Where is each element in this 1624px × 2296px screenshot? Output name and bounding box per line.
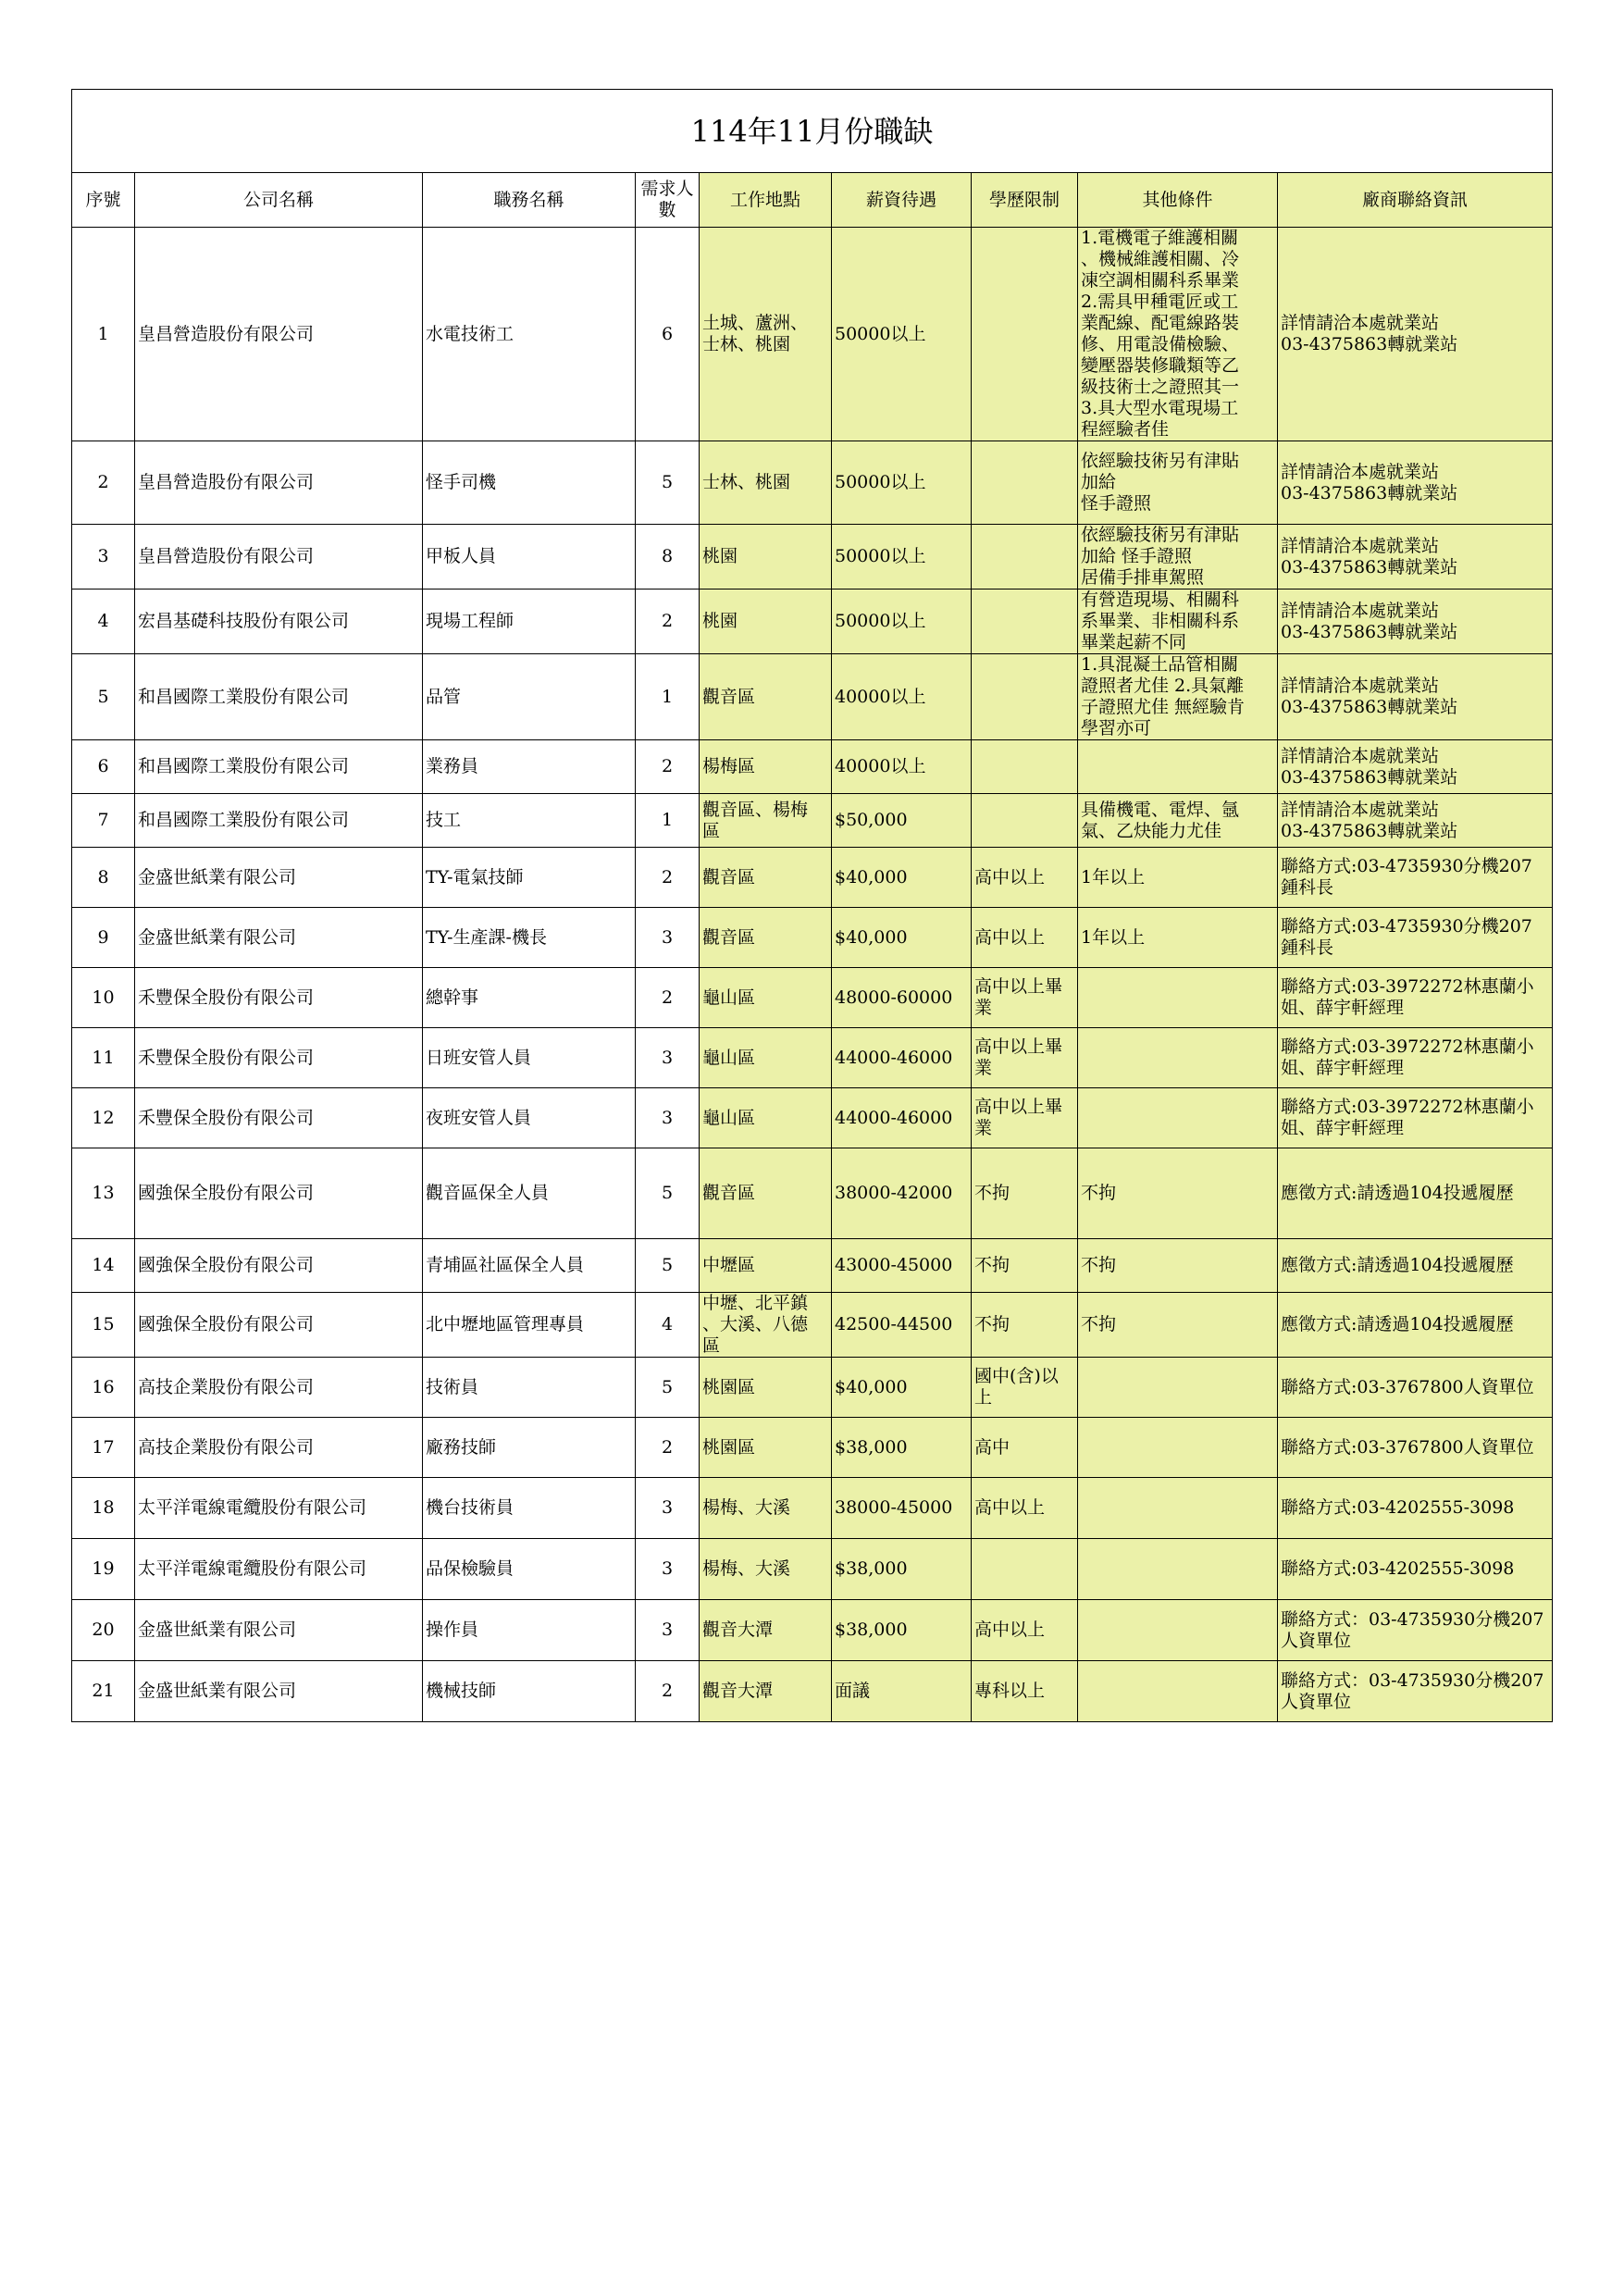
cell-other	[1078, 1088, 1278, 1148]
cell-contact: 應徵方式:請透過104投遞履歷	[1278, 1239, 1553, 1293]
cell-contact: 聯絡方式:03-4202555-3098	[1278, 1539, 1553, 1600]
table-row	[72, 1539, 1553, 1600]
cell-contact: 聯絡方式:03-4735930分機207 鍾科長	[1278, 848, 1553, 908]
cell-company: 皇昌營造股份有限公司	[135, 228, 423, 441]
cell-position: TY-電氣技師	[423, 848, 636, 908]
cell-other: 1年以上	[1078, 908, 1278, 968]
cell-contact: 聯絡方式:03-4202555-3098	[1278, 1478, 1553, 1539]
cell-other	[1078, 1358, 1278, 1418]
cell-salary: 38000-45000	[832, 1478, 972, 1539]
cell-salary: 50000以上	[832, 525, 972, 590]
cell-company: 國強保全股份有限公司	[135, 1239, 423, 1293]
cell-other	[1078, 968, 1278, 1028]
cell-count: 5	[636, 1148, 700, 1239]
cell-company: 禾豐保全股份有限公司	[135, 1088, 423, 1148]
cell-other	[1078, 1661, 1278, 1722]
table-row	[72, 740, 1553, 794]
cell-education: 不拘	[972, 1148, 1078, 1239]
cell-other	[1078, 1478, 1278, 1539]
cell-position: 觀音區保全人員	[423, 1148, 636, 1239]
table-row	[72, 1600, 1553, 1661]
cell-no: 21	[72, 1661, 135, 1722]
cell-contact: 詳情請洽本處就業站 03-4375863轉就業站	[1278, 740, 1553, 794]
cell-position: 操作員	[423, 1600, 636, 1661]
cell-salary: 50000以上	[832, 228, 972, 441]
cell-education: 不拘	[972, 1293, 1078, 1358]
cell-count: 2	[636, 968, 700, 1028]
cell-location: 龜山區	[700, 1088, 832, 1148]
cell-other: 依經驗技術另有津貼 加給 怪手證照	[1078, 441, 1278, 525]
cell-location: 觀音區	[700, 908, 832, 968]
cell-salary: 40000以上	[832, 654, 972, 740]
cell-salary: 50000以上	[832, 590, 972, 654]
cell-education: 高中以上	[972, 1478, 1078, 1539]
cell-position: 水電技術工	[423, 228, 636, 441]
cell-other: 不拘	[1078, 1148, 1278, 1239]
cell-education: 高中以上畢 業	[972, 1028, 1078, 1088]
cell-company: 國強保全股份有限公司	[135, 1293, 423, 1358]
table-row	[72, 1418, 1553, 1478]
cell-education: 國中(含)以 上	[972, 1358, 1078, 1418]
cell-company: 國強保全股份有限公司	[135, 1148, 423, 1239]
cell-position: 甲板人員	[423, 525, 636, 590]
cell-salary: $40,000	[832, 848, 972, 908]
header-company: 公司名稱	[135, 173, 423, 228]
table-row	[72, 590, 1553, 654]
cell-count: 8	[636, 525, 700, 590]
cell-salary: 38000-42000	[832, 1148, 972, 1239]
cell-position: 北中壢地區管理專員	[423, 1293, 636, 1358]
cell-company: 皇昌營造股份有限公司	[135, 525, 423, 590]
page-title: 114年11月份職缺	[72, 90, 1553, 173]
cell-company: 禾豐保全股份有限公司	[135, 1028, 423, 1088]
cell-position: 夜班安管人員	[423, 1088, 636, 1148]
cell-contact: 聯絡方式:03-3767800人資單位	[1278, 1358, 1553, 1418]
cell-no: 15	[72, 1293, 135, 1358]
cell-education: 高中以上畢 業	[972, 1088, 1078, 1148]
cell-count: 3	[636, 1539, 700, 1600]
cell-education: 高中以上	[972, 1600, 1078, 1661]
cell-location: 龜山區	[700, 968, 832, 1028]
table-row	[72, 794, 1553, 848]
cell-location: 觀音大潭	[700, 1661, 832, 1722]
table-row	[72, 1028, 1553, 1088]
cell-other	[1078, 1418, 1278, 1478]
cell-contact: 詳情請洽本處就業站 03-4375863轉就業站	[1278, 590, 1553, 654]
cell-contact: 聯絡方式:03-3972272林惠蘭小 姐、薛宇軒經理	[1278, 1088, 1553, 1148]
cell-contact: 聯絡方式:03-4735930分機207 鍾科長	[1278, 908, 1553, 968]
cell-education: 高中以上	[972, 848, 1078, 908]
cell-other: 不拘	[1078, 1293, 1278, 1358]
cell-no: 11	[72, 1028, 135, 1088]
cell-no: 9	[72, 908, 135, 968]
cell-education	[972, 740, 1078, 794]
cell-education: 不拘	[972, 1239, 1078, 1293]
table-row	[72, 1293, 1553, 1358]
table-row	[72, 654, 1553, 740]
cell-contact: 詳情請洽本處就業站 03-4375863轉就業站	[1278, 441, 1553, 525]
cell-salary: 面議	[832, 1661, 972, 1722]
cell-no: 10	[72, 968, 135, 1028]
table-row	[72, 908, 1553, 968]
cell-company: 和昌國際工業股份有限公司	[135, 794, 423, 848]
header-count: 需求人 數	[636, 173, 700, 228]
cell-other: 不拘	[1078, 1239, 1278, 1293]
cell-count: 5	[636, 1239, 700, 1293]
cell-salary: 50000以上	[832, 441, 972, 525]
cell-no: 7	[72, 794, 135, 848]
cell-contact: 應徵方式:請透過104投遞履歷	[1278, 1293, 1553, 1358]
cell-position: 機台技術員	[423, 1478, 636, 1539]
cell-salary: $40,000	[832, 908, 972, 968]
cell-salary: $38,000	[832, 1600, 972, 1661]
cell-no: 12	[72, 1088, 135, 1148]
table-row	[72, 525, 1553, 590]
cell-location: 觀音區	[700, 848, 832, 908]
cell-no: 20	[72, 1600, 135, 1661]
header-location: 工作地點	[700, 173, 832, 228]
cell-contact: 聯絡方式:03-3972272林惠蘭小 姐、薛宇軒經理	[1278, 968, 1553, 1028]
table-row	[72, 1239, 1553, 1293]
cell-count: 2	[636, 848, 700, 908]
cell-salary: $38,000	[832, 1418, 972, 1478]
cell-other: 具備機電、電焊、氬 氣、乙炔能力尤佳	[1078, 794, 1278, 848]
cell-company: 太平洋電線電纜股份有限公司	[135, 1478, 423, 1539]
cell-other	[1078, 1539, 1278, 1600]
cell-position: 青埔區社區保全人員	[423, 1239, 636, 1293]
cell-contact: 應徵方式:請透過104投遞履歷	[1278, 1148, 1553, 1239]
cell-no: 18	[72, 1478, 135, 1539]
cell-salary: 42500-44500	[832, 1293, 972, 1358]
cell-count: 4	[636, 1293, 700, 1358]
cell-company: 高技企業股份有限公司	[135, 1418, 423, 1478]
cell-count: 3	[636, 1028, 700, 1088]
cell-salary: $38,000	[832, 1539, 972, 1600]
cell-other	[1078, 1600, 1278, 1661]
cell-company: 和昌國際工業股份有限公司	[135, 654, 423, 740]
cell-education: 高中以上	[972, 908, 1078, 968]
cell-count: 5	[636, 441, 700, 525]
table-row	[72, 1478, 1553, 1539]
table-row	[72, 968, 1553, 1028]
cell-location: 士林、桃園	[700, 441, 832, 525]
cell-contact: 詳情請洽本處就業站 03-4375863轉就業站	[1278, 794, 1553, 848]
cell-count: 3	[636, 1478, 700, 1539]
cell-company: 金盛世紙業有限公司	[135, 1661, 423, 1722]
cell-no: 8	[72, 848, 135, 908]
cell-contact: 聯絡方式:03-3972272林惠蘭小 姐、薛宇軒經理	[1278, 1028, 1553, 1088]
table-row	[72, 1661, 1553, 1722]
cell-position: 機械技師	[423, 1661, 636, 1722]
cell-salary: 40000以上	[832, 740, 972, 794]
cell-salary: $50,000	[832, 794, 972, 848]
cell-no: 1	[72, 228, 135, 441]
header-contact: 廠商聯絡資訊	[1278, 173, 1553, 228]
cell-salary: $40,000	[832, 1358, 972, 1418]
cell-no: 19	[72, 1539, 135, 1600]
cell-other: 依經驗技術另有津貼 加給 怪手證照 居備手排車駕照	[1078, 525, 1278, 590]
cell-no: 14	[72, 1239, 135, 1293]
table-row	[72, 228, 1553, 441]
cell-education: 專科以上	[972, 1661, 1078, 1722]
cell-position: 業務員	[423, 740, 636, 794]
cell-no: 6	[72, 740, 135, 794]
cell-no: 13	[72, 1148, 135, 1239]
cell-count: 3	[636, 908, 700, 968]
cell-company: 金盛世紙業有限公司	[135, 908, 423, 968]
cell-other: 1.電機電子維護相關 、機械維護相關、冷 凍空調相關科系畢業 2.需具甲種電匠或工 業配線、配電線路裝 修、用電設備檢驗、 變壓器裝修職類等乙 級技術士之證照其一 3.具大型水電現場工 程經驗者佳	[1078, 228, 1278, 441]
cell-location: 楊梅區	[700, 740, 832, 794]
cell-company: 金盛世紙業有限公司	[135, 1600, 423, 1661]
cell-company: 金盛世紙業有限公司	[135, 848, 423, 908]
cell-location: 觀音大潭	[700, 1600, 832, 1661]
cell-salary: 43000-45000	[832, 1239, 972, 1293]
cell-count: 2	[636, 1418, 700, 1478]
cell-position: 日班安管人員	[423, 1028, 636, 1088]
job-vacancy-table	[71, 89, 1553, 1722]
cell-education	[972, 654, 1078, 740]
cell-position: 品管	[423, 654, 636, 740]
cell-count: 3	[636, 1088, 700, 1148]
cell-count: 2	[636, 740, 700, 794]
cell-location: 觀音區	[700, 654, 832, 740]
cell-no: 17	[72, 1418, 135, 1478]
cell-salary: 48000-60000	[832, 968, 972, 1028]
cell-count: 5	[636, 1358, 700, 1418]
cell-other: 1年以上	[1078, 848, 1278, 908]
cell-other: 1.具混凝土品管相關 證照者尤佳 2.具氣離 子證照尤佳 無經驗肯 學習亦可	[1078, 654, 1278, 740]
cell-no: 3	[72, 525, 135, 590]
cell-position: TY-生產課-機長	[423, 908, 636, 968]
cell-location: 龜山區	[700, 1028, 832, 1088]
cell-other	[1078, 1028, 1278, 1088]
cell-company: 禾豐保全股份有限公司	[135, 968, 423, 1028]
cell-no: 16	[72, 1358, 135, 1418]
header-row	[72, 173, 1553, 228]
cell-count: 3	[636, 1600, 700, 1661]
cell-contact: 詳情請洽本處就業站 03-4375863轉就業站	[1278, 654, 1553, 740]
cell-position: 品保檢驗員	[423, 1539, 636, 1600]
cell-contact: 詳情請洽本處就業站 03-4375863轉就業站	[1278, 228, 1553, 441]
cell-contact: 聯絡方式：03-4735930分機207 人資單位	[1278, 1661, 1553, 1722]
cell-location: 觀音區、楊梅 區	[700, 794, 832, 848]
cell-count: 1	[636, 654, 700, 740]
header-no: 序號	[72, 173, 135, 228]
cell-company: 宏昌基礎科技股份有限公司	[135, 590, 423, 654]
cell-company: 高技企業股份有限公司	[135, 1358, 423, 1418]
cell-position: 技術員	[423, 1358, 636, 1418]
cell-location: 楊梅、大溪	[700, 1478, 832, 1539]
cell-salary: 44000-46000	[832, 1028, 972, 1088]
cell-no: 5	[72, 654, 135, 740]
cell-company: 和昌國際工業股份有限公司	[135, 740, 423, 794]
cell-other: 有營造現場、相關科 系畢業、非相關科系 畢業起薪不同	[1078, 590, 1278, 654]
cell-count: 2	[636, 590, 700, 654]
table-row	[72, 1148, 1553, 1239]
cell-location: 桃園區	[700, 1358, 832, 1418]
cell-contact: 聯絡方式：03-4735930分機207 人資單位	[1278, 1600, 1553, 1661]
cell-salary: 44000-46000	[832, 1088, 972, 1148]
cell-contact: 詳情請洽本處就業站 03-4375863轉就業站	[1278, 525, 1553, 590]
cell-position: 現場工程師	[423, 590, 636, 654]
table-row	[72, 441, 1553, 525]
cell-other	[1078, 740, 1278, 794]
cell-position: 技工	[423, 794, 636, 848]
cell-no: 2	[72, 441, 135, 525]
table-body	[72, 228, 1553, 1722]
cell-no: 4	[72, 590, 135, 654]
cell-education	[972, 525, 1078, 590]
cell-education	[972, 590, 1078, 654]
cell-location: 中壢、北平鎮 、大溪、八德 區	[700, 1293, 832, 1358]
cell-location: 楊梅、大溪	[700, 1539, 832, 1600]
cell-location: 桃園	[700, 590, 832, 654]
table-row	[72, 1358, 1553, 1418]
cell-position: 怪手司機	[423, 441, 636, 525]
table-row	[72, 1088, 1553, 1148]
title-row	[72, 90, 1553, 173]
cell-location: 土城、蘆洲、 士林、桃園	[700, 228, 832, 441]
cell-education	[972, 1539, 1078, 1600]
header-position: 職務名稱	[423, 173, 636, 228]
cell-position: 總幹事	[423, 968, 636, 1028]
cell-company: 太平洋電線電纜股份有限公司	[135, 1539, 423, 1600]
cell-contact: 聯絡方式:03-3767800人資單位	[1278, 1418, 1553, 1478]
cell-education: 高中以上畢 業	[972, 968, 1078, 1028]
table-row	[72, 848, 1553, 908]
header-salary: 薪資待遇	[832, 173, 972, 228]
cell-location: 桃園區	[700, 1418, 832, 1478]
cell-count: 6	[636, 228, 700, 441]
header-other: 其他條件	[1078, 173, 1278, 228]
cell-location: 桃園	[700, 525, 832, 590]
cell-education	[972, 441, 1078, 525]
cell-count: 1	[636, 794, 700, 848]
cell-education	[972, 228, 1078, 441]
cell-location: 觀音區	[700, 1148, 832, 1239]
cell-location: 中壢區	[700, 1239, 832, 1293]
cell-count: 2	[636, 1661, 700, 1722]
cell-education: 高中	[972, 1418, 1078, 1478]
cell-position: 廠務技師	[423, 1418, 636, 1478]
cell-company: 皇昌營造股份有限公司	[135, 441, 423, 525]
header-education: 學歷限制	[972, 173, 1078, 228]
cell-education	[972, 794, 1078, 848]
